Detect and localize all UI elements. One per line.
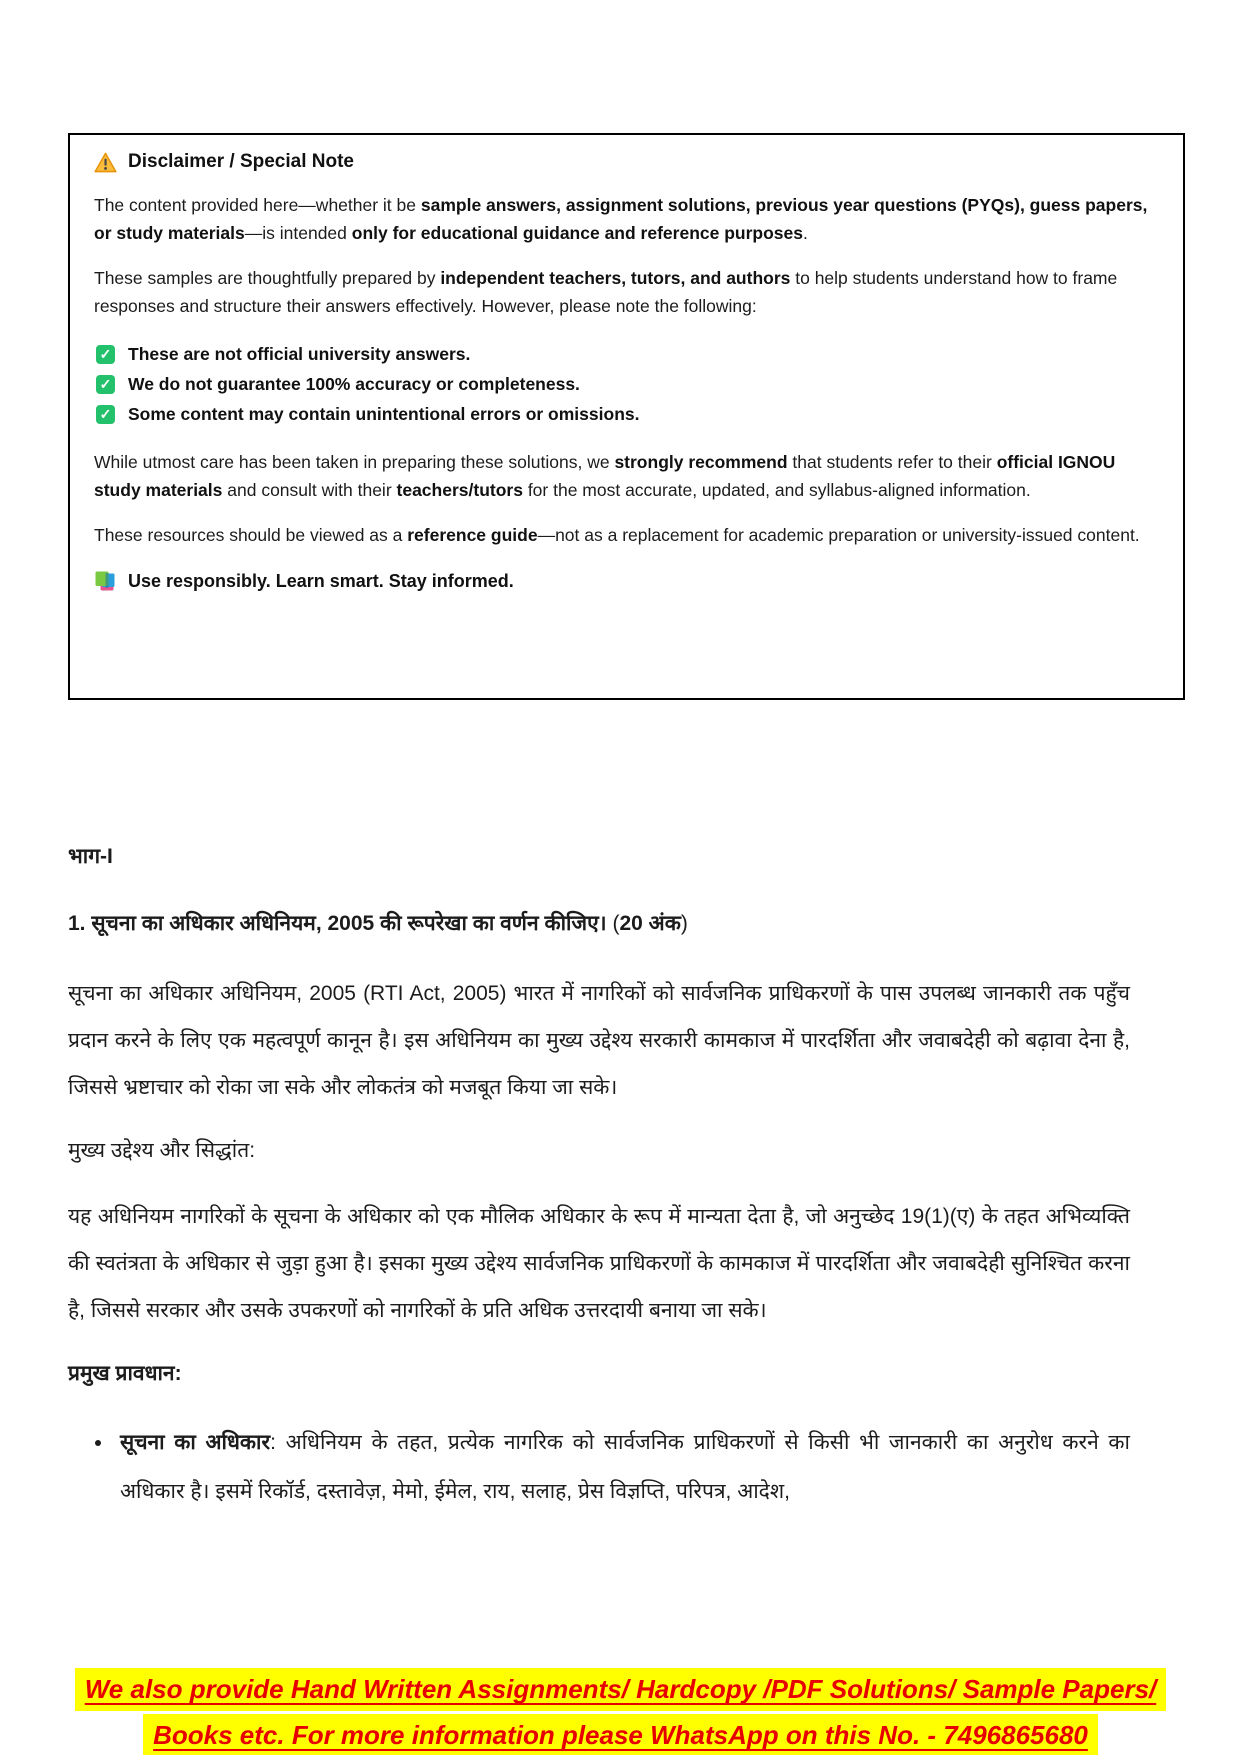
question-heading: 1. सूचना का अधिकार अधिनियम, 2005 की रूपरेखा का वर्णन कीजिए। (20 अंक): [68, 912, 688, 935]
disclaimer-title-row: [94, 151, 1159, 173]
checklist-item-text: We do not guarantee 100% accuracy or completeness.: [128, 374, 580, 394]
bullet-lead: सूचना का अधिकार: [120, 1431, 271, 1454]
warning-icon: [94, 152, 117, 173]
promo-line-1: [0, 1668, 1241, 1714]
bullet-text: : अधिनियम के तहत, प्रत्येक नागरिक को सार्वजनिक प्राधिकरणों से किसी भी जानकारी का अनुरोध करने का अधिकार है। इसमें रिकॉर्ड, दस्तावेज़, मेमो, ईमेल, राय, सलाह, प्रेस विज्ञप्ति, परिपत्र, आदेश,: [120, 1431, 1130, 1503]
answer-paragraph-1: सूचना का अधिकार अधिनियम, 2005 (RTI Act, 2005) भारत में नागरिकों को सार्वजनिक प्राधिकरणों के पास उपलब्ध जानकारी तक पहुँच प्रदान करने के लिए एक महत्वपूर्ण कानून है। इस अधिनियम का मुख्य उद्देश्य सरकारी कामकाज में पारदर्शिता और जवाबदेही को बढ़ावा देना है, जिससे भ्रष्टाचार को रोका जा सके और लोकतंत्र को मजबूत किया जा सके।: [68, 982, 1130, 1099]
question-text: 1. सूचना का अधिकार अधिनियम, 2005 की रूपरेखा का वर्णन कीजिए।: [68, 912, 613, 935]
disclaimer-paragraph-3: While utmost care has been taken in preparing these solutions, we strongly recommend that students refer to their official IGNOU study materials and consult with their teachers/tutors for the most accurate, updated, and syllabus-aligned information.: [94, 452, 1116, 500]
disclaimer-checklist: [96, 339, 1159, 429]
disclaimer-note-box: [68, 133, 1185, 700]
answer-content: [68, 842, 1130, 1516]
disclaimer-paragraph-1: The content provided here—whether it be sample answers, assignment solutions, previous year questions (PYQs), guess papers, or study materials—is intended only for educational guidance and reference purposes.: [94, 195, 1148, 243]
section-subheading-objectives: मुख्य उद्देश्य और सिद्धांत:: [68, 1139, 256, 1162]
disclaimer-paragraph-4: These resources should be viewed as a reference guide—not as a replacement for academic preparation or university-issued content.: [94, 525, 1140, 545]
use-responsibly-note: [94, 570, 1159, 592]
part-heading: भाग-I: [68, 845, 113, 868]
disclaimer-paragraph-2: These samples are thoughtfully prepared by independent teachers, tutors, and authors to help students understand how to frame responses and structure their answers effectively. However, please note the following:: [94, 268, 1118, 316]
checklist-item: [96, 369, 1159, 399]
checklist-item: [96, 339, 1159, 369]
key-provisions-list: [68, 1418, 1130, 1516]
check-icon: ✓: [96, 405, 115, 424]
bullet-item-right-to-information: [114, 1418, 1130, 1516]
checklist-item-text: Some content may contain unintentional errors or omissions.: [128, 404, 640, 424]
section-subheading-key-provisions: प्रमुख प्रावधान:: [68, 1362, 182, 1385]
use-responsibly-text: Use responsibly. Learn smart. Stay informed.: [128, 570, 514, 591]
promo-line-2: [0, 1714, 1241, 1755]
books-icon: [94, 570, 116, 592]
disclaimer-title: Disclaimer / Special Note: [128, 151, 354, 172]
promo-footer: [0, 1668, 1241, 1755]
checklist-item: [96, 399, 1159, 429]
question-marks: 20 अंक: [619, 912, 681, 935]
check-icon: ✓: [96, 375, 115, 394]
answer-paragraph-2: यह अधिनियम नागरिकों के सूचना के अधिकार को एक मौलिक अधिकार के रूप में मान्यता देता है, जो अनुच्छेद 19(1)(ए) के तहत अभिव्यक्ति की स्वतंत्रता के अधिकार से जुड़ा हुआ है। इसका मुख्य उद्देश्य सार्वजनिक प्राधिकरणों के कामकाज में पारदर्शिता और जवाबदेही सुनिश्चित करना है, जिससे सरकार और उसके उपकरणों को नागरिकों के प्रति अधिक उत्तरदायी बनाया जा सके।: [68, 1205, 1130, 1322]
checklist-item-text: These are not official university answers.: [128, 344, 471, 364]
promo-highlight-text: Books etc. For more information please WhatsApp on this No. - 7496865680: [143, 1714, 1098, 1755]
check-icon: ✓: [96, 345, 115, 364]
promo-highlight-text: We also provide Hand Written Assignments/ Hardcopy /PDF Solutions/ Sample Papers/: [75, 1668, 1167, 1711]
